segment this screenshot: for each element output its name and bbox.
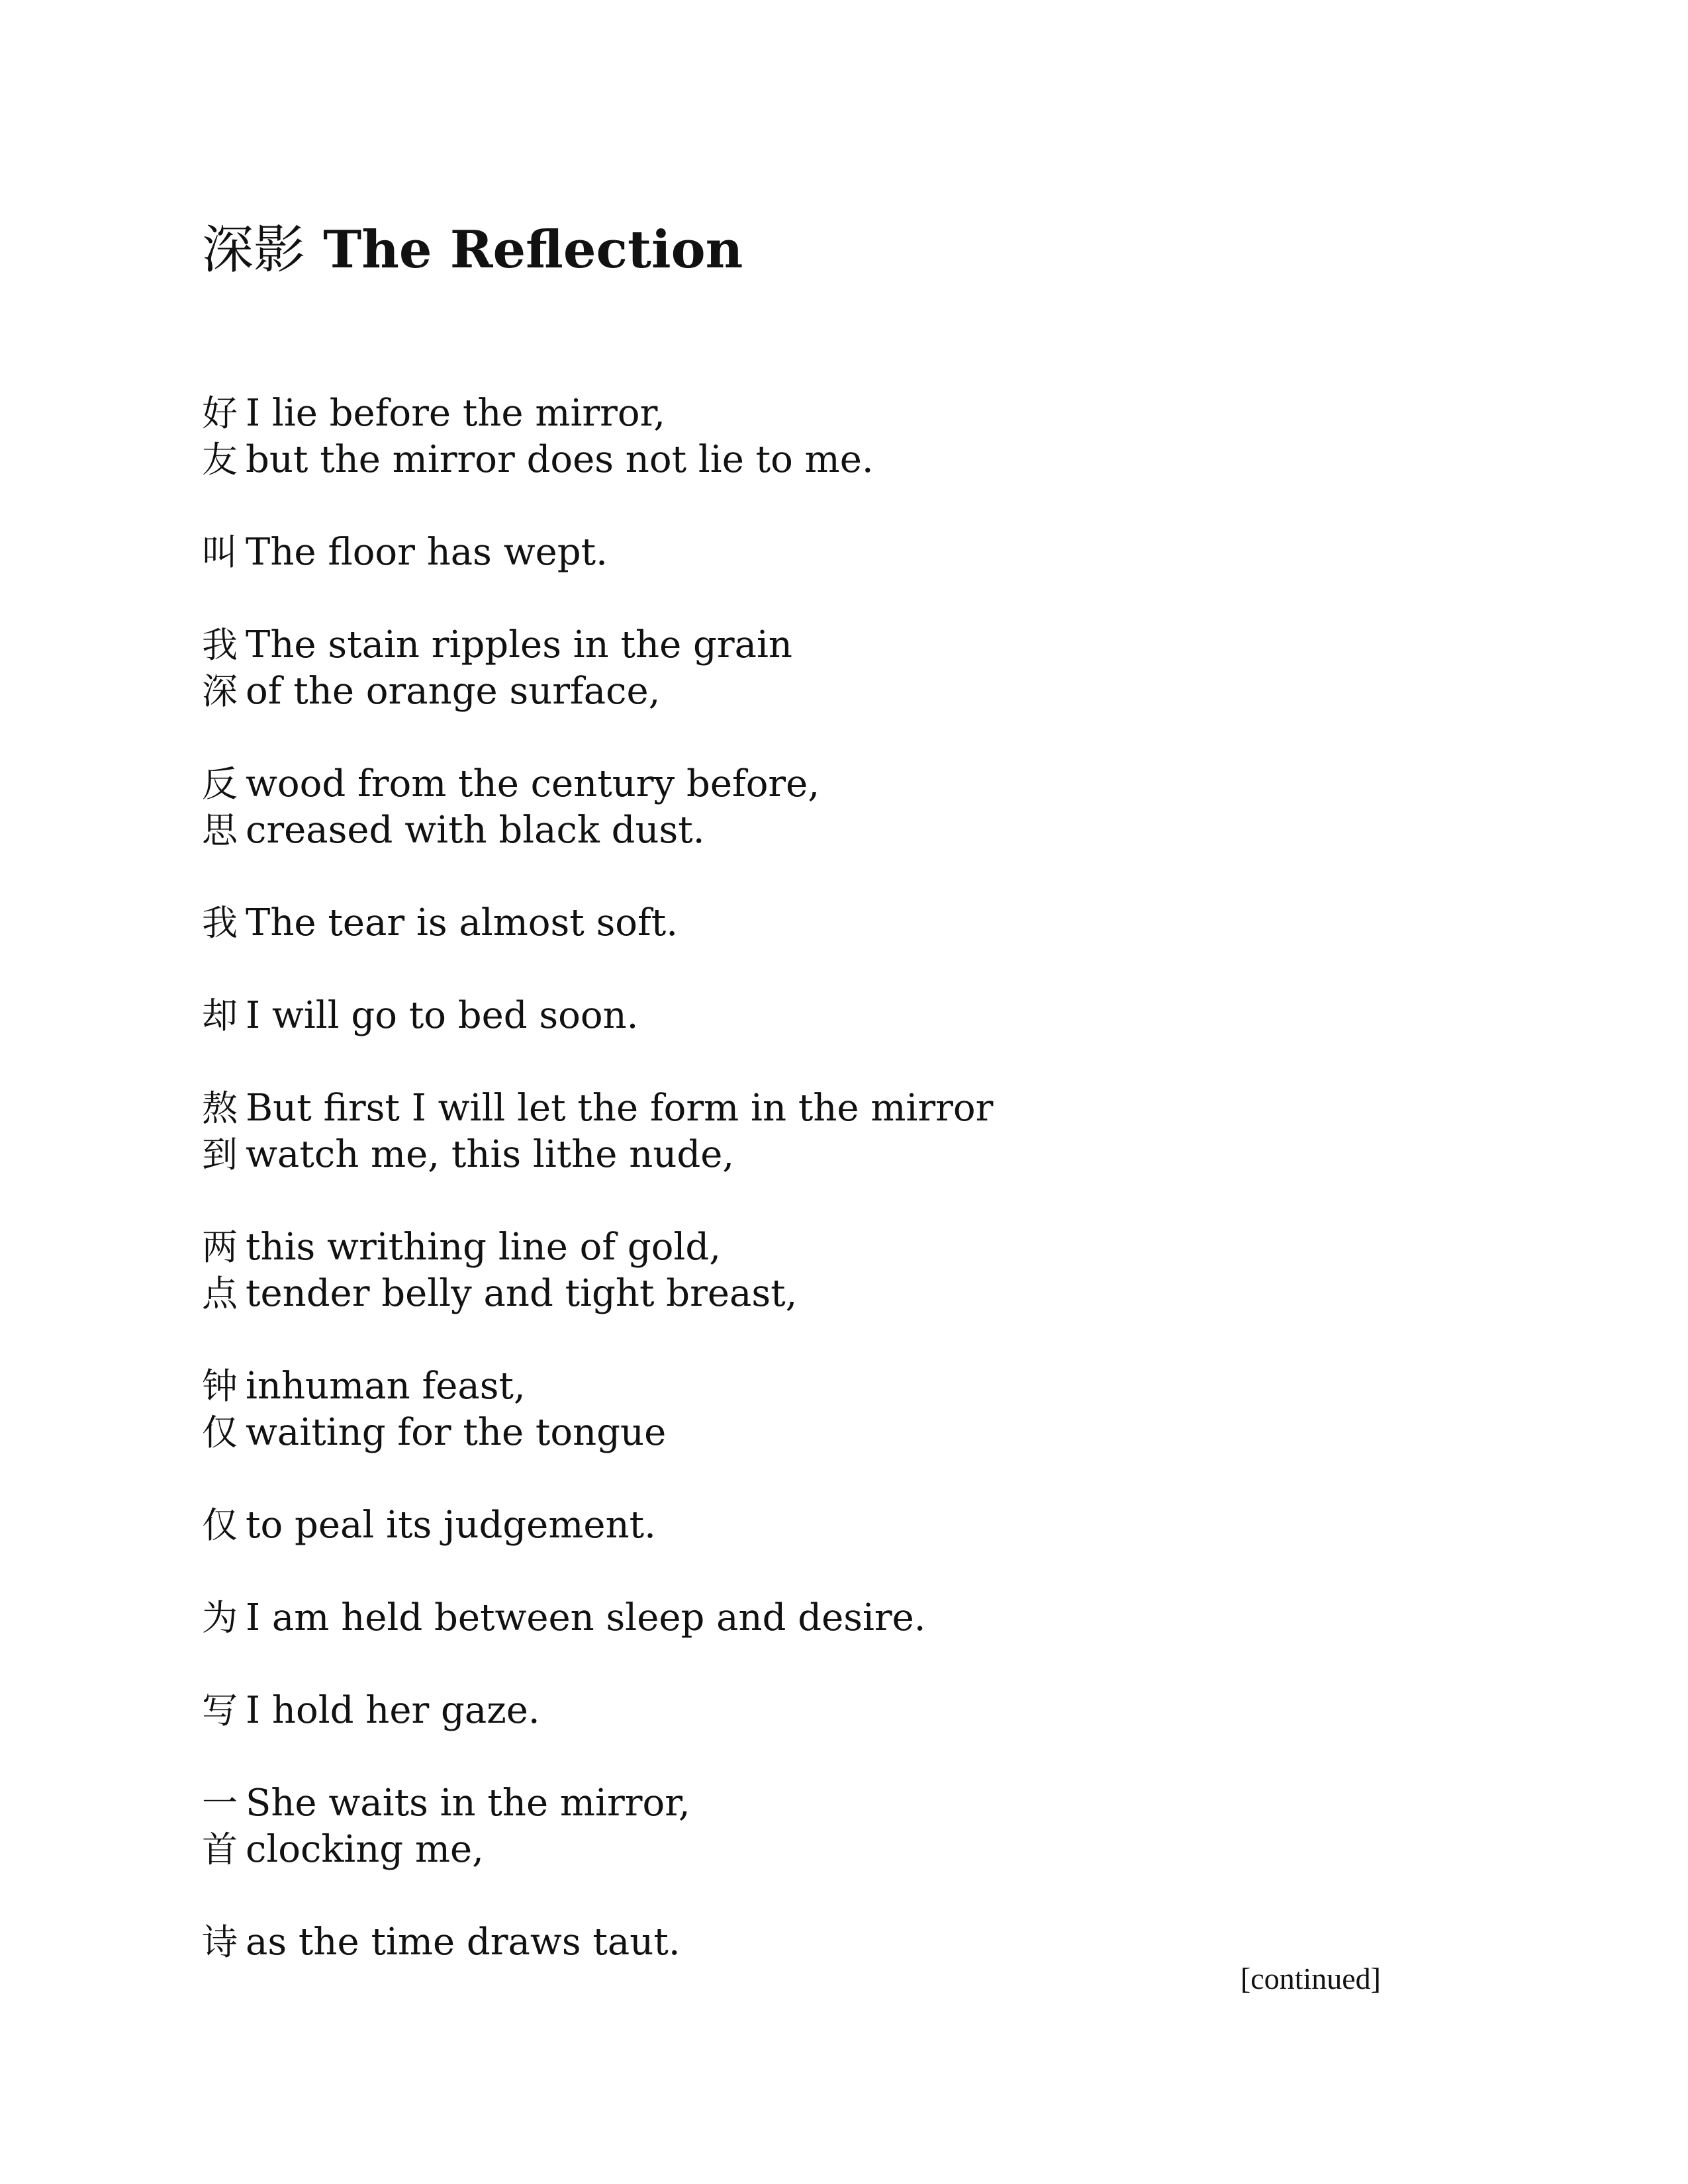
- line-glyph: 两: [202, 1226, 238, 1268]
- line-text: She waits in the mirror,: [246, 1782, 690, 1825]
- poem-line: [202, 668, 1460, 715]
- stanza-3: [202, 622, 1460, 715]
- continued-note: [continued]: [1240, 1962, 1381, 1995]
- line-text: as the time draws taut.: [246, 1921, 680, 1964]
- line-glyph: 思: [202, 809, 238, 851]
- poem-line: [202, 1132, 1460, 1178]
- line-text: watch me, this lithe nude,: [246, 1133, 735, 1176]
- line-glyph: 到: [202, 1134, 238, 1175]
- line-glyph: 一: [202, 1782, 238, 1824]
- line-text: I hold her gaze.: [246, 1689, 540, 1732]
- line-text: to peal its judgement.: [246, 1504, 656, 1547]
- line-glyph: 写: [202, 1690, 238, 1731]
- line-glyph: 诗: [202, 1921, 238, 1963]
- poem-line: [202, 529, 1460, 576]
- stanza-7: [202, 1085, 1460, 1178]
- line-glyph: 熬: [202, 1087, 238, 1129]
- line-glyph: 反: [202, 763, 238, 805]
- line-glyph: 点: [202, 1273, 238, 1314]
- stanza-13: [202, 1780, 1460, 1873]
- line-glyph: 好: [202, 392, 238, 434]
- stanza-8: [202, 1224, 1460, 1317]
- poem-line: [202, 437, 1460, 483]
- line-text: clocking me,: [246, 1828, 484, 1871]
- line-glyph: 我: [202, 624, 238, 666]
- line-glyph: 友: [202, 439, 238, 480]
- line-glyph: 钟: [202, 1365, 238, 1407]
- poem-line: [202, 993, 1460, 1039]
- line-glyph: 仅: [202, 1412, 238, 1453]
- line-text: I will go to bed soon.: [246, 994, 639, 1037]
- line-glyph: 叫: [202, 531, 238, 573]
- line-text: The stain ripples in the grain: [246, 623, 792, 666]
- line-text: but the mirror does not lie to me.: [246, 438, 874, 481]
- stanza-12: [202, 1688, 1460, 1734]
- stanza-1: [202, 390, 1460, 483]
- poem-body: [202, 390, 1460, 2012]
- line-text: creased with black dust.: [246, 809, 705, 852]
- poem-line: [202, 622, 1460, 668]
- stanza-4: [202, 761, 1460, 854]
- poem-line: [202, 390, 1460, 437]
- stanza-5: [202, 900, 1460, 946]
- title-chinese: 深影: [202, 220, 306, 280]
- stanza-11: [202, 1595, 1460, 1641]
- line-text: The tear is almost soft.: [246, 901, 679, 944]
- stanza-6: [202, 993, 1460, 1039]
- poem-line: [202, 900, 1460, 946]
- poem-line: [202, 761, 1460, 807]
- line-text: waiting for the tongue: [246, 1411, 667, 1454]
- title-english: The Reflection: [323, 220, 743, 280]
- poem-line: [202, 1688, 1460, 1734]
- stanza-2: [202, 529, 1460, 576]
- page-title: [202, 217, 743, 283]
- poem-line: [202, 1271, 1460, 1317]
- stanza-9: [202, 1363, 1460, 1456]
- line-text: of the orange surface,: [246, 670, 661, 713]
- poem-line: [202, 1502, 1460, 1549]
- line-text: wood from the century before,: [246, 762, 820, 805]
- line-glyph: 仅: [202, 1504, 238, 1546]
- poem-line: [202, 807, 1460, 854]
- line-text: But first I will let the form in the mirror: [246, 1087, 994, 1130]
- line-glyph: 却: [202, 995, 238, 1036]
- line-glyph: 首: [202, 1829, 238, 1870]
- poem-line: [202, 1410, 1460, 1456]
- poem-line: [202, 1780, 1460, 1827]
- poem-line: [202, 1085, 1460, 1132]
- line-glyph: 深: [202, 670, 238, 712]
- line-text: tender belly and tight breast,: [246, 1272, 798, 1315]
- poem-line: [202, 1363, 1460, 1410]
- poem-line: [202, 1595, 1460, 1641]
- line-text: I lie before the mirror,: [246, 392, 666, 435]
- poem-line: [202, 1827, 1460, 1873]
- line-text: this writhing line of gold,: [246, 1226, 722, 1269]
- poem-line: [202, 1224, 1460, 1271]
- stanza-10: [202, 1502, 1460, 1549]
- line-glyph: 我: [202, 902, 238, 944]
- line-glyph: 为: [202, 1597, 238, 1639]
- line-text: inhuman feast,: [246, 1365, 526, 1408]
- line-text: The floor has wept.: [246, 531, 608, 574]
- line-text: I am held between sleep and desire.: [246, 1596, 926, 1639]
